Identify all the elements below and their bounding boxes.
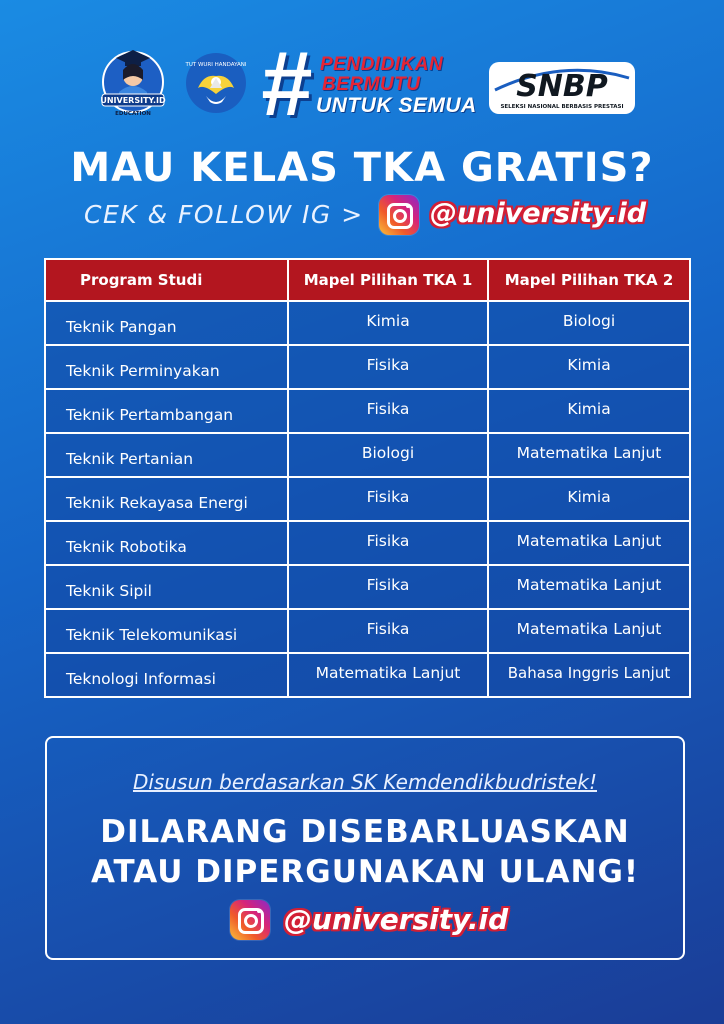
table-row <box>45 433 690 477</box>
instagram-icon[interactable] <box>379 195 419 235</box>
warning-line-2: ATAU DIPERGUNAKAN ULANG! <box>90 854 640 890</box>
follow-text: CEK & FOLLOW IG > <box>84 200 364 229</box>
campaign-line-1: PENDIDIKAN <box>320 54 444 75</box>
header-program-studi: Program Studi <box>45 259 288 301</box>
university-logo-name: UNIVERSITY.ID <box>100 96 166 105</box>
program-cell: Teknologi Informasi <box>45 653 288 697</box>
table-row <box>45 609 690 653</box>
tka1-cell: Fisika <box>288 345 488 389</box>
program-cell: Teknik Rekayasa Energi <box>45 477 288 521</box>
footer-instagram <box>230 898 530 944</box>
tka1-cell: Fisika <box>288 609 488 653</box>
campaign-line-3: UNTUK SEMUA <box>316 94 477 117</box>
university-id-logo <box>92 46 174 120</box>
program-cell: Teknik Pertambangan <box>45 389 288 433</box>
tka2-cell: Matematika Lanjut <box>488 433 690 477</box>
table-row <box>45 521 690 565</box>
instagram-handle[interactable]: @university.id <box>430 198 647 229</box>
program-cell: Teknik Sipil <box>45 565 288 609</box>
tka1-cell: Kimia <box>288 301 488 345</box>
snbp-subtitle: SELEKSI NASIONAL BERBASIS PRESTASI <box>500 104 624 110</box>
table-row <box>45 301 690 345</box>
tka-subject-table <box>44 258 689 698</box>
hashtag-glyph: # <box>260 33 312 135</box>
table-row <box>45 345 690 389</box>
campaign-line-2: BERMUTU <box>322 74 421 95</box>
program-cell: Teknik Pertanian <box>45 433 288 477</box>
tka1-cell: Fisika <box>288 389 488 433</box>
header-tka-2: Mapel Pilihan TKA 2 <box>488 259 690 301</box>
table-row <box>45 565 690 609</box>
warning-line-1: DILARANG DISEBARLUASKAN <box>100 814 630 850</box>
logo-bar <box>92 33 637 135</box>
program-cell: Teknik Perminyakan <box>45 345 288 389</box>
tka1-cell: Fisika <box>288 565 488 609</box>
tka2-cell: Kimia <box>488 345 690 389</box>
tka2-cell: Kimia <box>488 477 690 521</box>
snbp-name: SNBP <box>516 69 608 104</box>
table-row <box>45 477 690 521</box>
tka2-cell: Kimia <box>488 389 690 433</box>
program-cell: Teknik Pangan <box>45 301 288 345</box>
pendidikan-bermutu-logo <box>260 33 485 135</box>
university-logo-tag: EDUCATION <box>115 111 151 117</box>
tut-wuri-text: TUT WURI HANDAYANI <box>185 62 247 68</box>
tka2-cell: Matematika Lanjut <box>488 609 690 653</box>
headline: MAU KELAS TKA GRATIS? <box>70 145 654 191</box>
tka1-cell: Fisika <box>288 477 488 521</box>
instagram-icon[interactable] <box>230 900 270 940</box>
tka1-cell: Matematika Lanjut <box>288 653 488 697</box>
disclaimer-box <box>45 736 685 960</box>
program-cell: Teknik Telekomunikasi <box>45 609 288 653</box>
tut-wuri-handayani-emblem <box>184 48 248 118</box>
footer-instagram-handle[interactable]: @university.id <box>284 903 509 936</box>
tka1-cell: Biologi <box>288 433 488 477</box>
table-row <box>45 653 690 697</box>
tka1-cell: Fisika <box>288 521 488 565</box>
tka2-cell: Matematika Lanjut <box>488 521 690 565</box>
program-cell: Teknik Robotika <box>45 521 288 565</box>
header-tka-1: Mapel Pilihan TKA 1 <box>288 259 488 301</box>
tka2-cell: Matematika Lanjut <box>488 565 690 609</box>
disclaimer-subtitle: Disusun berdasarkan SK Kemdendikbudristek! <box>132 770 597 794</box>
table-row <box>45 389 690 433</box>
tka2-cell: Bahasa Inggris Lanjut <box>488 653 690 697</box>
follow-cta <box>84 193 664 239</box>
table-header-row <box>45 259 690 301</box>
tka2-cell: Biologi <box>488 301 690 345</box>
snbp-logo <box>487 56 637 118</box>
disclaimer-warning <box>47 812 683 892</box>
